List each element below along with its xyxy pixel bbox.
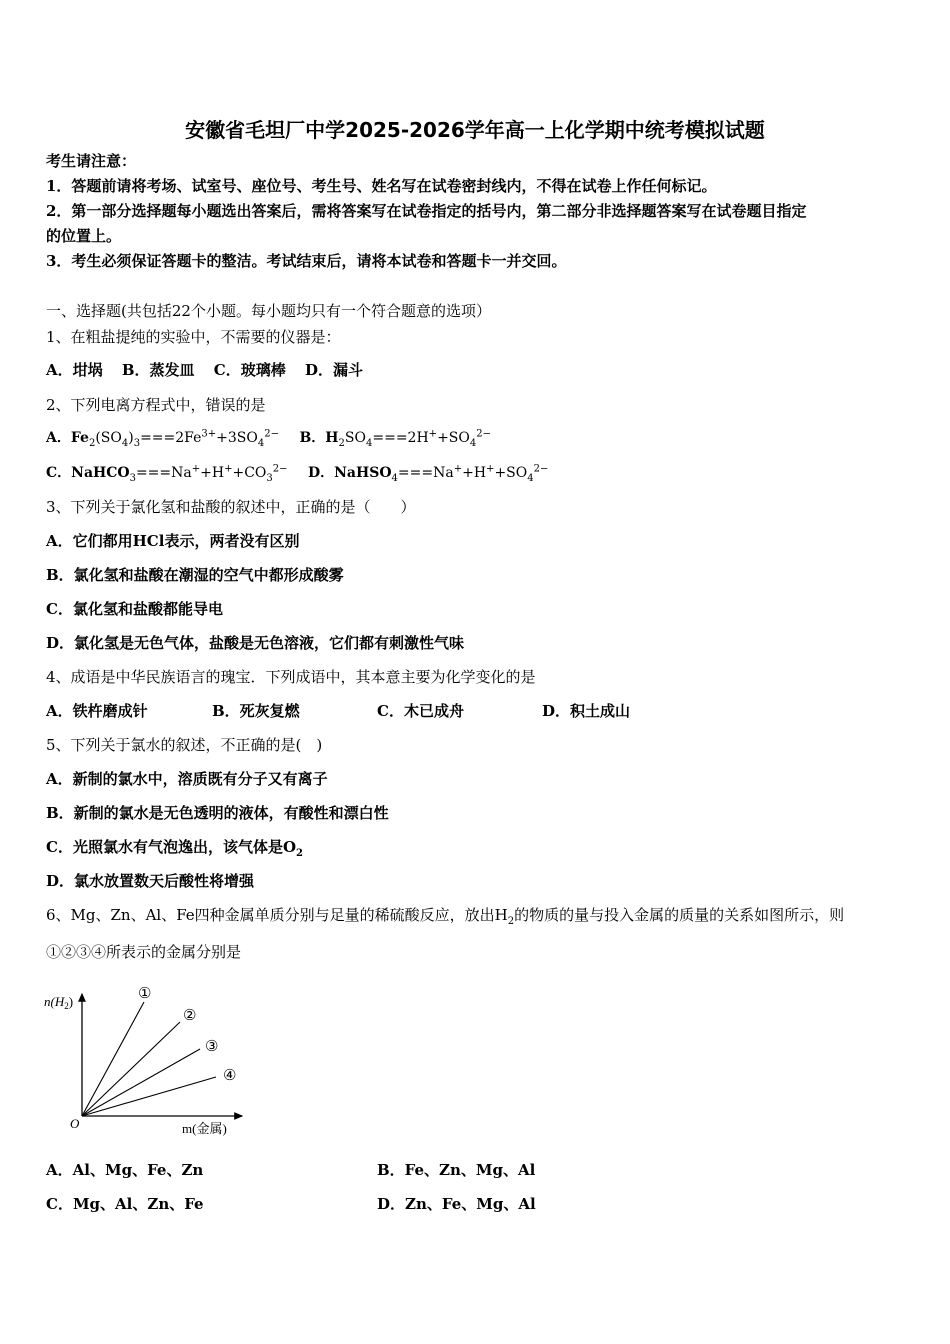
question-6-stem-cont: ①②③④所表示的金属分别是 [46, 943, 242, 961]
q3-option-b[interactable]: B．氯化氢和盐酸在潮湿的空气中都形成酸雾 [46, 566, 344, 584]
line-4-label: ④ [223, 1068, 237, 1084]
question-3-stem: 3、下列关于氯化氢和盐酸的叙述中，正确的是（ ） [46, 498, 416, 516]
q2-option-c[interactable]: C．$NaHCO_3===Na^++H^++CO_3^{2-}$ [46, 463, 288, 484]
question-2-stem: 2、下列电离方程式中，错误的是 [46, 396, 266, 414]
q3-option-a[interactable]: A．它们都用HCl表示，两者没有区别 [46, 532, 300, 550]
notice-item-2: 2．第一部分选择题每小题选出答案后，需将答案写在试卷指定的括号内，第二部分非选择题答案写在试卷题目指定 [46, 202, 807, 220]
notice-heading: 考生请注意： [46, 152, 137, 170]
q2-row-2 [46, 463, 548, 483]
metal-hydrogen-graph [40, 980, 250, 1140]
q6-option-d[interactable]: D．Zn、Fe、Mg、Al [377, 1195, 536, 1213]
line-1-label: ① [138, 986, 152, 1002]
q6-option-c[interactable]: C．Mg、Al、Zn、Fe [46, 1195, 204, 1213]
q4-option-c[interactable]: C．木已成舟 [377, 702, 464, 720]
question-1-stem: 1、在粗盐提纯的实验中，不需要的仪器是： [46, 328, 341, 346]
q1-option-b[interactable]: B．蒸发皿 [121, 361, 195, 379]
q5-option-a[interactable]: A．新制的氯水中，溶质既有分子又有离子 [46, 770, 328, 788]
notice-item-2-cont: 的位置上。 [46, 227, 122, 245]
line-3-label: ③ [205, 1039, 219, 1055]
q2-row-1 [46, 428, 491, 448]
notice-item-3: 3．考生必须保证答题卡的整洁。考试结束后，请将本试卷和答题卡一并交回。 [46, 252, 567, 270]
q6-option-a[interactable]: A．Al、Mg、Fe、Zn [46, 1161, 204, 1179]
q3-option-c[interactable]: C．氯化氢和盐酸都能导电 [46, 600, 223, 618]
q5-option-b[interactable]: B．新制的氯水是无色透明的液体，有酸性和漂白性 [46, 804, 389, 822]
q1-option-d[interactable]: D．漏斗 [304, 361, 363, 379]
x-axis-label: m(金属) [182, 1121, 227, 1136]
origin-label: O [70, 1116, 80, 1131]
q4-option-d[interactable]: D．积土成山 [542, 702, 631, 720]
q3-option-d[interactable]: D．氯化氢是无色气体，盐酸是无色溶液，它们都有刺激性气味 [46, 634, 465, 652]
q1-option-c[interactable]: C．玻璃棒 [213, 361, 286, 379]
q5-option-c[interactable]: C．光照氯水有气泡逸出，该气体是$O_2$ [46, 838, 303, 859]
notice-item-1: 1．答题前请将考场、试室号、座位号、考生号、姓名写在试卷密封线内，不得在试卷上作任何标记。 [46, 177, 717, 195]
question-5-stem: 5、下列关于氯水的叙述，不正确的是( ) [46, 736, 323, 754]
question-4-stem: 4、成语是中华民族语言的瑰宝．下列成语中，其本意主要为化学变化的是 [46, 668, 536, 686]
q2-option-a[interactable]: A．$Fe_2(SO_4)_3===2Fe^{3+}+3SO_4^{2-}$ [46, 428, 280, 449]
line-2-label: ② [183, 1008, 197, 1024]
q1-option-a[interactable]: A．坩埚 [46, 361, 103, 379]
q2-option-d[interactable]: D．$NaHSO_4===Na^++H^++SO_4^{2-}$ [307, 463, 549, 484]
q5-option-d[interactable]: D．氯水放置数天后酸性将增强 [46, 872, 255, 890]
question-1-options [46, 360, 363, 380]
section-heading: 一、选择题(共包括22个小题。每小题均只有一个符合题意的选项） [46, 302, 491, 320]
question-6-stem: 6、Mg、Zn、Al、Fe四种金属单质分别与足量的稀硫酸反应，放出$H_2$的物质的量与投入金属的质量的关系如图所示，则 [46, 906, 845, 927]
page-title: 安徽省毛坦厂中学2025-2026学年高一上化学期中统考模拟试题 [185, 118, 765, 142]
q6-option-b[interactable]: B．Fe、Zn、Mg、Al [377, 1161, 536, 1179]
q4-option-a[interactable]: A．铁杵磨成针 [46, 702, 148, 720]
q4-option-b[interactable]: B．死灰复燃 [212, 702, 300, 720]
q2-option-b[interactable]: B．$H_2SO_4===2H^++SO_4^{2-}$ [299, 428, 491, 449]
y-axis-label: $n(H_2)$ [44, 994, 74, 1011]
